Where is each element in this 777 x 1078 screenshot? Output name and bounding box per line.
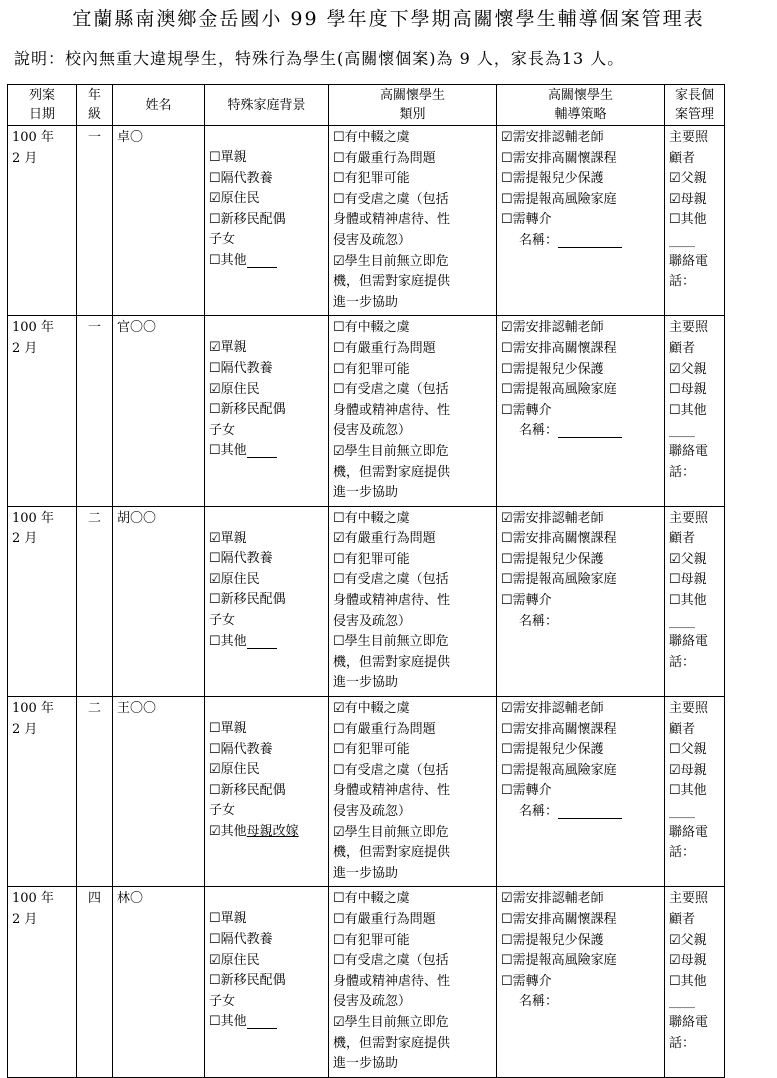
category-option: 機，但需對家庭提供 bbox=[333, 464, 451, 480]
parent-option: 主要照 bbox=[669, 320, 709, 336]
family-option: 子女 bbox=[209, 422, 236, 438]
strategy-option[interactable]: ☐需提報高風險家庭 bbox=[501, 572, 617, 588]
table-row bbox=[8, 506, 725, 696]
table-row bbox=[8, 126, 725, 316]
parent-option: 顧者 bbox=[669, 531, 696, 547]
category-option[interactable]: ☐有犯罪可能 bbox=[333, 742, 410, 758]
grade: 一 bbox=[77, 316, 113, 506]
parent-option: 顧者 bbox=[669, 150, 696, 166]
student-name: 林〇 bbox=[113, 887, 205, 1077]
category-option[interactable]: ☑學生目前無立即危 bbox=[333, 1014, 449, 1030]
family-background bbox=[205, 887, 329, 1077]
family-background bbox=[205, 126, 329, 316]
strategy bbox=[497, 887, 665, 1077]
family-option[interactable]: ☐新移民配偶 bbox=[209, 592, 286, 608]
case-date: 100 年 2 月 bbox=[8, 887, 77, 1077]
parent-option[interactable]: ☑父親 bbox=[669, 361, 707, 377]
family-option[interactable]: ☐其他 bbox=[209, 441, 324, 462]
parent-option: 聯絡電 bbox=[669, 253, 709, 269]
category-option: 侵害及疏忽） bbox=[333, 804, 412, 819]
strategy-option[interactable]: ☐需提報兒少保護 bbox=[501, 551, 604, 567]
strategy-name-field: 名稱： bbox=[501, 802, 660, 823]
parent-option: ____ bbox=[669, 423, 695, 439]
header-parent: 家長個 案管理 bbox=[665, 85, 725, 126]
strategy bbox=[497, 506, 665, 696]
category-option[interactable]: ☐有嚴重行為問題 bbox=[333, 150, 436, 166]
case-date: 100 年 2 月 bbox=[8, 697, 77, 887]
family-option[interactable]: ☑原住民 bbox=[209, 762, 260, 778]
family-option[interactable]: ☐新移民配偶 bbox=[209, 782, 286, 798]
category-option: 侵害及疏忽） bbox=[333, 423, 412, 439]
category-option: 身體或精神虐待、性 bbox=[333, 593, 451, 609]
category-option[interactable]: ☐有中輟之虞 bbox=[333, 891, 410, 907]
table-row bbox=[8, 887, 725, 1077]
strategy-option[interactable]: ☐需安排高關懷課程 bbox=[501, 911, 617, 927]
parent-option: 話： bbox=[669, 274, 696, 290]
parent-option: 主要照 bbox=[669, 891, 709, 907]
category bbox=[329, 697, 497, 887]
family-option[interactable]: ☑其他母親改嫁 bbox=[209, 824, 299, 839]
header-date: 列案 日期 bbox=[8, 85, 77, 126]
table-row bbox=[8, 316, 725, 506]
strategy-option[interactable]: ☑需安排認輔老師 bbox=[501, 510, 604, 526]
family-option[interactable]: ☐隔代教養 bbox=[209, 551, 273, 567]
category-option: 身體或精神虐待、性 bbox=[333, 212, 451, 228]
parent-management bbox=[665, 697, 725, 887]
category-option[interactable]: ☐有犯罪可能 bbox=[333, 171, 410, 187]
strategy-option[interactable]: ☐需轉介 bbox=[501, 783, 552, 799]
category bbox=[329, 506, 497, 696]
strategy-option[interactable]: ☐需安排高關懷課程 bbox=[501, 340, 617, 356]
header-category: 高關懷學生 類別 bbox=[329, 85, 497, 126]
strategy-option[interactable]: ☐需提報兒少保護 bbox=[501, 361, 604, 377]
family-option[interactable]: ☐單親 bbox=[209, 150, 247, 165]
strategy-option[interactable]: ☐需提報高風險家庭 bbox=[501, 382, 617, 398]
strategy-option[interactable]: ☐需安排高關懷課程 bbox=[501, 531, 617, 547]
family-option[interactable]: ☐隔代教養 bbox=[209, 931, 273, 947]
grade: 二 bbox=[77, 697, 113, 887]
parent-option: ____ bbox=[669, 613, 695, 629]
family-option[interactable]: ☑原住民 bbox=[209, 571, 260, 587]
family-option: 子女 bbox=[209, 232, 236, 248]
family-option[interactable]: ☐其他 bbox=[209, 1012, 324, 1033]
student-name: 胡〇〇 bbox=[113, 506, 205, 696]
parent-option: 聯絡電 bbox=[669, 1014, 709, 1030]
parent-management bbox=[665, 887, 725, 1077]
parent-option[interactable]: ☑父親 bbox=[669, 171, 707, 187]
strategy-option[interactable]: ☐需轉介 bbox=[501, 402, 552, 418]
parent-option[interactable]: ☑父親 bbox=[669, 551, 707, 567]
strategy-option[interactable]: ☐需轉介 bbox=[501, 973, 552, 989]
strategy-name-field: 名稱： bbox=[519, 613, 559, 629]
category-option: 進一步協助 bbox=[333, 865, 399, 881]
family-option[interactable]: ☐新移民配偶 bbox=[209, 211, 286, 227]
category-option[interactable]: ☐有中輟之虞 bbox=[333, 320, 410, 336]
strategy bbox=[497, 316, 665, 506]
parent-option: ____ bbox=[669, 994, 695, 1010]
strategy-option[interactable]: ☑需安排認輔老師 bbox=[501, 701, 604, 717]
category bbox=[329, 887, 497, 1077]
student-name: 王〇〇 bbox=[113, 697, 205, 887]
parent-option: 顧者 bbox=[669, 340, 696, 356]
family-option[interactable]: ☑單親 bbox=[209, 530, 247, 546]
family-option: 子女 bbox=[209, 613, 236, 629]
parent-option[interactable]: ☑母親 bbox=[669, 762, 707, 778]
family-option[interactable]: ☑原住民 bbox=[209, 191, 260, 207]
parent-option[interactable]: ☐其他 bbox=[669, 402, 707, 418]
category-option: 機，但需對家庭提供 bbox=[333, 654, 451, 670]
parent-option: 話： bbox=[669, 654, 696, 670]
family-option: 子女 bbox=[209, 993, 236, 1009]
parent-option: 聯絡電 bbox=[669, 634, 709, 650]
parent-management bbox=[665, 506, 725, 696]
category-option[interactable]: ☐有中輟之虞 bbox=[333, 130, 410, 145]
parent-option: 主要照 bbox=[669, 510, 709, 526]
strategy-name-field: 名稱： bbox=[501, 231, 660, 252]
category-option[interactable]: ☐有嚴重行為問題 bbox=[333, 721, 436, 737]
category-option[interactable]: ☐有受虐之虞（包括 bbox=[333, 572, 449, 588]
table-row bbox=[8, 697, 725, 887]
family-option[interactable]: ☐其他 bbox=[209, 251, 324, 272]
strategy-option[interactable]: ☑需安排認輔老師 bbox=[501, 891, 604, 907]
family-option: 子女 bbox=[209, 803, 236, 819]
strategy-option[interactable]: ☑需安排認輔老師 bbox=[501, 130, 604, 145]
header-grade: 年 級 bbox=[77, 85, 113, 126]
parent-option: 話： bbox=[669, 1035, 696, 1051]
case-table bbox=[7, 84, 725, 1078]
parent-option: ____ bbox=[669, 804, 695, 819]
strategy-option[interactable]: ☐需提報兒少保護 bbox=[501, 742, 604, 758]
family-option[interactable]: ☐隔代教養 bbox=[209, 170, 273, 186]
category-option: 侵害及疏忽） bbox=[333, 994, 412, 1010]
parent-management bbox=[665, 126, 725, 316]
category-option[interactable]: ☐有犯罪可能 bbox=[333, 361, 410, 377]
category-option: 機，但需對家庭提供 bbox=[333, 274, 451, 290]
category-option: 進一步協助 bbox=[333, 294, 399, 310]
parent-option: 話： bbox=[669, 845, 696, 861]
category-option[interactable]: ☐有嚴重行為問題 bbox=[333, 340, 436, 356]
case-date: 100 年 2 月 bbox=[8, 126, 77, 316]
parent-option: 主要照 bbox=[669, 701, 709, 717]
parent-option: 顧者 bbox=[669, 911, 696, 927]
family-background bbox=[205, 506, 329, 696]
strategy-option[interactable]: ☐需提報高風險家庭 bbox=[501, 191, 617, 207]
strategy-option[interactable]: ☐需提報高風險家庭 bbox=[501, 762, 617, 778]
family-option[interactable]: ☐隔代教養 bbox=[209, 360, 273, 376]
category-option[interactable]: ☐學生目前無立即危 bbox=[333, 634, 449, 650]
strategy-option[interactable]: ☐需提報兒少保護 bbox=[501, 932, 604, 948]
page-title: 宜蘭縣南澳鄉金岳國小 99 學年度下學期高關懷學生輔導個案管理表 bbox=[72, 8, 705, 30]
category bbox=[329, 316, 497, 506]
parent-option[interactable]: ☐父親 bbox=[669, 742, 707, 758]
explanation-note: 說明：校內無重大違規學生，特殊行為學生(高關懷個案)為 9 人，家長為13 人。 bbox=[14, 49, 625, 68]
category-option[interactable]: ☐有中輟之虞 bbox=[333, 510, 410, 526]
header-family: 特殊家庭背景 bbox=[205, 85, 329, 126]
category-option[interactable]: ☑學生目前無立即危 bbox=[333, 443, 449, 459]
family-option[interactable]: ☐新移民配偶 bbox=[209, 402, 286, 418]
category-option: 進一步協助 bbox=[333, 1056, 399, 1072]
category-option[interactable]: ☐有受虐之虞（包括 bbox=[333, 953, 449, 969]
case-date: 100 年 2 月 bbox=[8, 506, 77, 696]
student-name: 官〇〇 bbox=[113, 316, 205, 506]
parent-option[interactable]: ☐其他 bbox=[669, 783, 707, 799]
category-option: 身體或精神虐待、性 bbox=[333, 973, 451, 989]
category-option[interactable]: ☐有犯罪可能 bbox=[333, 932, 410, 948]
family-option[interactable]: ☐單親 bbox=[209, 721, 247, 737]
category-option: 侵害及疏忽） bbox=[333, 232, 412, 248]
category-option[interactable]: ☑有中輟之虞 bbox=[333, 701, 410, 717]
strategy-option[interactable]: ☑需安排認輔老師 bbox=[501, 320, 604, 336]
category-option: 機，但需對家庭提供 bbox=[333, 845, 451, 861]
parent-option[interactable]: ☑母親 bbox=[669, 953, 707, 969]
category-option[interactable]: ☐有受虐之虞（包括 bbox=[333, 191, 449, 207]
category-option: 進一步協助 bbox=[333, 675, 399, 691]
strategy-option[interactable]: ☐需轉介 bbox=[501, 593, 552, 609]
family-option[interactable]: ☑單親 bbox=[209, 340, 247, 356]
strategy bbox=[497, 697, 665, 887]
grade: 一 bbox=[77, 126, 113, 316]
parent-option[interactable]: ☑父親 bbox=[669, 932, 707, 948]
family-other-fill: 母親改嫁 bbox=[246, 824, 299, 839]
parent-option[interactable]: ☐其他 bbox=[669, 973, 707, 989]
category-option[interactable]: ☐有嚴重行為問題 bbox=[333, 911, 436, 927]
category-option[interactable]: ☑學生目前無立即危 bbox=[333, 253, 449, 269]
strategy-name-field: 名稱： bbox=[519, 994, 559, 1010]
parent-management bbox=[665, 316, 725, 506]
family-option[interactable]: ☑原住民 bbox=[209, 952, 260, 968]
family-option[interactable]: ☑原住民 bbox=[209, 381, 260, 397]
family-option[interactable]: ☐其他 bbox=[209, 632, 324, 653]
header-name: 姓名 bbox=[113, 85, 205, 126]
category-option[interactable]: ☐有受虐之虞（包括 bbox=[333, 762, 449, 778]
parent-option[interactable]: ☑母親 bbox=[669, 191, 707, 207]
category-option[interactable]: ☑學生目前無立即危 bbox=[333, 824, 449, 840]
student-name: 卓〇 bbox=[113, 126, 205, 316]
grade: 四 bbox=[77, 887, 113, 1077]
strategy bbox=[497, 126, 665, 316]
category-option: 身體或精神虐待、性 bbox=[333, 783, 451, 799]
family-option[interactable]: ☐隔代教養 bbox=[209, 741, 273, 757]
strategy-option[interactable]: ☐需安排高關懷課程 bbox=[501, 150, 617, 166]
strategy-option[interactable]: ☐需提報高風險家庭 bbox=[501, 953, 617, 969]
category-option[interactable]: ☑有嚴重行為問題 bbox=[333, 531, 436, 547]
case-date: 100 年 2 月 bbox=[8, 316, 77, 506]
strategy-option[interactable]: ☐需提報兒少保護 bbox=[501, 171, 604, 187]
header-strategy: 高關懷學生 輔導策略 bbox=[497, 85, 665, 126]
category-option: 進一步協助 bbox=[333, 485, 399, 501]
parent-option: 聯絡電 bbox=[669, 443, 709, 459]
parent-option[interactable]: ☐其他 bbox=[669, 593, 707, 609]
category-option: 侵害及疏忽） bbox=[333, 613, 412, 629]
strategy-option[interactable]: ☐需轉介 bbox=[501, 212, 552, 228]
parent-option[interactable]: ☐母親 bbox=[669, 382, 707, 398]
grade: 二 bbox=[77, 506, 113, 696]
strategy-name-field: 名稱： bbox=[501, 421, 660, 442]
family-background bbox=[205, 316, 329, 506]
category-option: 身體或精神虐待、性 bbox=[333, 402, 451, 418]
family-option[interactable]: ☐新移民配偶 bbox=[209, 973, 286, 989]
strategy-option[interactable]: ☐需安排高關懷課程 bbox=[501, 721, 617, 737]
category-option[interactable]: ☐有犯罪可能 bbox=[333, 551, 410, 567]
parent-option: 聯絡電 bbox=[669, 824, 709, 840]
parent-option: 主要照 bbox=[669, 130, 709, 145]
family-background bbox=[205, 697, 329, 887]
parent-option: 顧者 bbox=[669, 721, 696, 737]
category-option[interactable]: ☐有受虐之虞（包括 bbox=[333, 382, 449, 398]
parent-option[interactable]: ☐母親 bbox=[669, 572, 707, 588]
header-row bbox=[8, 85, 725, 126]
parent-option: 話： bbox=[669, 464, 696, 480]
parent-option: ____ bbox=[669, 232, 695, 248]
parent-option[interactable]: ☐其他 bbox=[669, 212, 707, 228]
category-option: 機，但需對家庭提供 bbox=[333, 1035, 451, 1051]
family-option[interactable]: ☐單親 bbox=[209, 911, 247, 927]
category bbox=[329, 126, 497, 316]
